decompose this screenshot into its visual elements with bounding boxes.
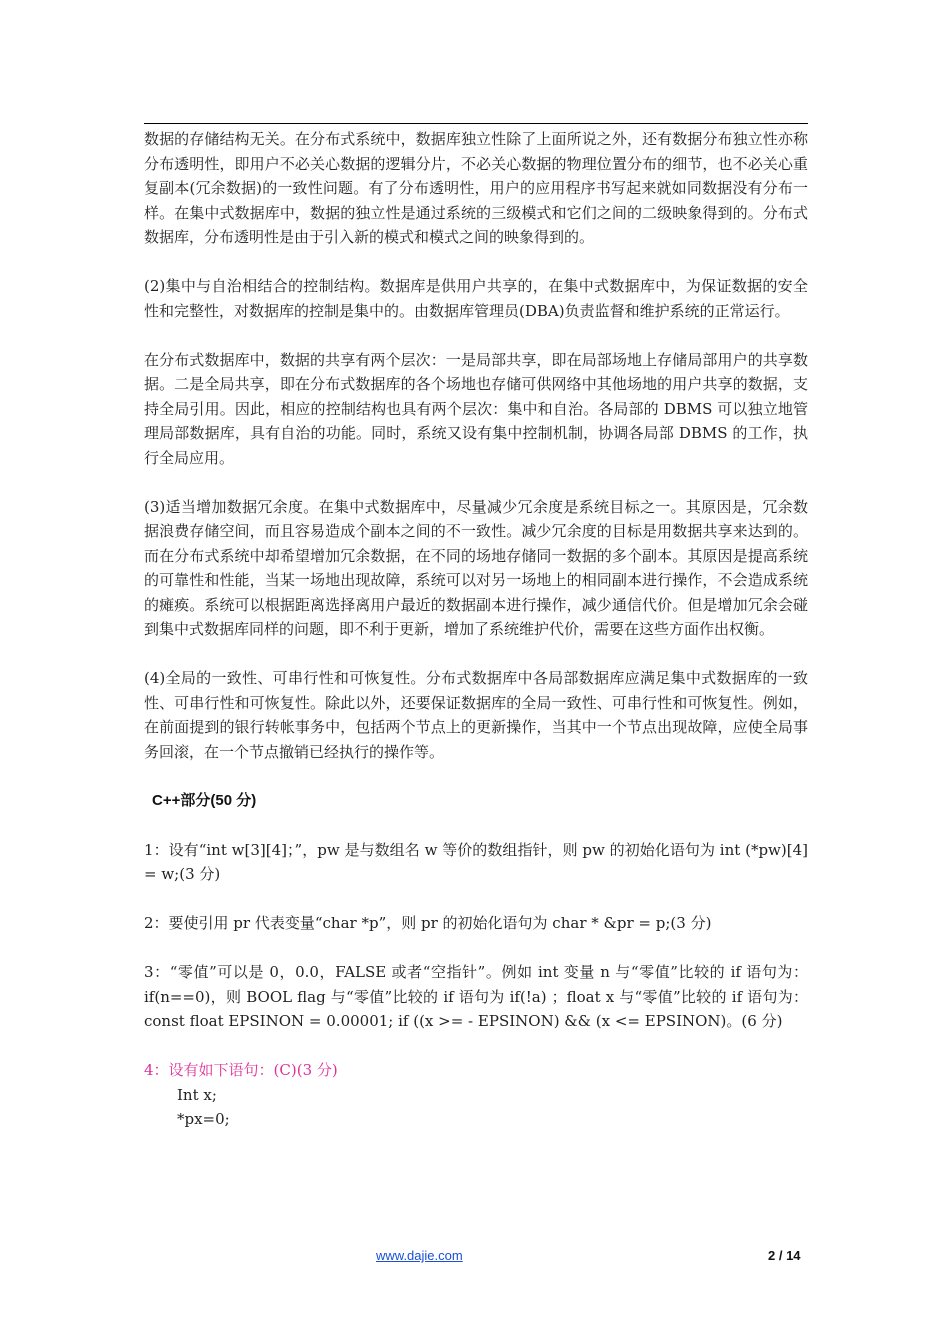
paragraph-distribution-transparency: 数据的存储结构无关。在分布式系统中，数据库独立性除了上面所说之外，还有数据分布独立性亦称分布透明性，即用户不必关心数据的逻辑分片，不必关心数据的物理位置分布的细节，也不必关心重复副本(冗余数据)的一致性问题。有了分布透明性，用户的应用程序书写起来就如同数据没有分布一样。在集中式数据库中，数据的独立性是通过系统的三级模式和它们之间的二级映象得到的。分布式数据库，分布透明性是由于引入新的模式和模式之间的映象得到的。 bbox=[144, 130, 808, 246]
paragraph-redundancy: (3)适当增加数据冗余度。在集中式数据库中，尽量减少冗余度是系统目标之一。其原因是，冗余数据浪费存储空间，而且容易造成个副本之间的不一致性。减少冗余度的目标是用数据共享来达到的。而在分布式系统中却希望增加冗余数据，在不同的场地存储同一数据的多个副本。其原因是提高系统的可靠性和性能，当某一场地出现故障，系统可以对另一场地上的相同副本进行操作，不会造成系统的瘫痪。系统可以根据距离选择离用户最近的数据副本进行操作，减少通信代价。但是增加冗余会碰到集中式数据库同样的问题，即不利于更新，增加了系统维护代价，需要在这些方面作出权衡。 bbox=[144, 497, 808, 638]
page-body bbox=[144, 127, 808, 1132]
code-line-1: Int x; bbox=[177, 1085, 217, 1104]
question-3: 3：“零值”可以是 0，0.0，FALSE 或者“空指针”。例如 int 变量 n 与“零值”比较的 if 语句为：if(n==0)，则 BOOL flag 与“零值”比较的 if 语句为 if(!a) ；float x 与“零值”比较的 if 语句为：const float EPSINON = 0.00001; if ((x >= - EPSINON) && (x <= EPSINON)。(6 分) bbox=[144, 963, 809, 1030]
question-1: 1：设有“int w[3][4]；”，pw 是与数组名 w 等价的数组指针，则 pw 的初始化语句为 int (*pw)[4] = w;(3 分) bbox=[144, 840, 808, 883]
paragraph-data-sharing: 在分布式数据库中，数据的共享有两个层次：一是局部共享，即在局部场地上存储局部用户的共享数据。二是全局共享，即在分布式数据库的各个场地也存储可供网络中其他场地的用户共享的数据，支持全局引用。因此，相应的控制结构也具有两个层次：集中和自治。各局部的 DBMS 可以独立地管理局部数据库，具有自治的功能。同时，系统又设有集中控制机制，协调各局部 DBMS 的工作，执行全局应用。 bbox=[144, 350, 808, 467]
section-heading-cpp: C++部分(50 分) bbox=[152, 791, 257, 809]
page-number: 2 / 14 bbox=[768, 1248, 801, 1263]
footer-website-link[interactable]: www.dajie.com bbox=[376, 1248, 463, 1263]
question-4: 4：设有如下语句：(C)(3 分) bbox=[144, 1061, 338, 1079]
paragraph-control-structure: (2)集中与自治相结合的控制结构。数据库是供用户共享的，在集中式数据库中，为保证数据的安全性和完整性，对数据库的控制是集中的。由数据库管理员(DBA)负责监督和维护系统的正常运行。 bbox=[144, 277, 808, 320]
code-line-2: *px=0; bbox=[177, 1110, 230, 1128]
question-2: 2：要使引用 pr 代表变量“char *p”，则 pr 的初始化语句为 char * &pr = p;(3 分) bbox=[144, 914, 712, 932]
paragraph-consistency: (4)全局的一致性、可串行性和可恢复性。分布式数据库中各局部数据库应满足集中式数据库的一致性、可串行性和可恢复性。除此以外，还要保证数据库的全局一致性、可串行性和可恢复性。例如，在前面提到的银行转帐事务中，包括两个节点上的更新操作，当其中一个节点出现故障，应使全局事务回滚，在一个节点撤销已经执行的操作等。 bbox=[144, 669, 808, 761]
header-rule bbox=[144, 123, 808, 124]
